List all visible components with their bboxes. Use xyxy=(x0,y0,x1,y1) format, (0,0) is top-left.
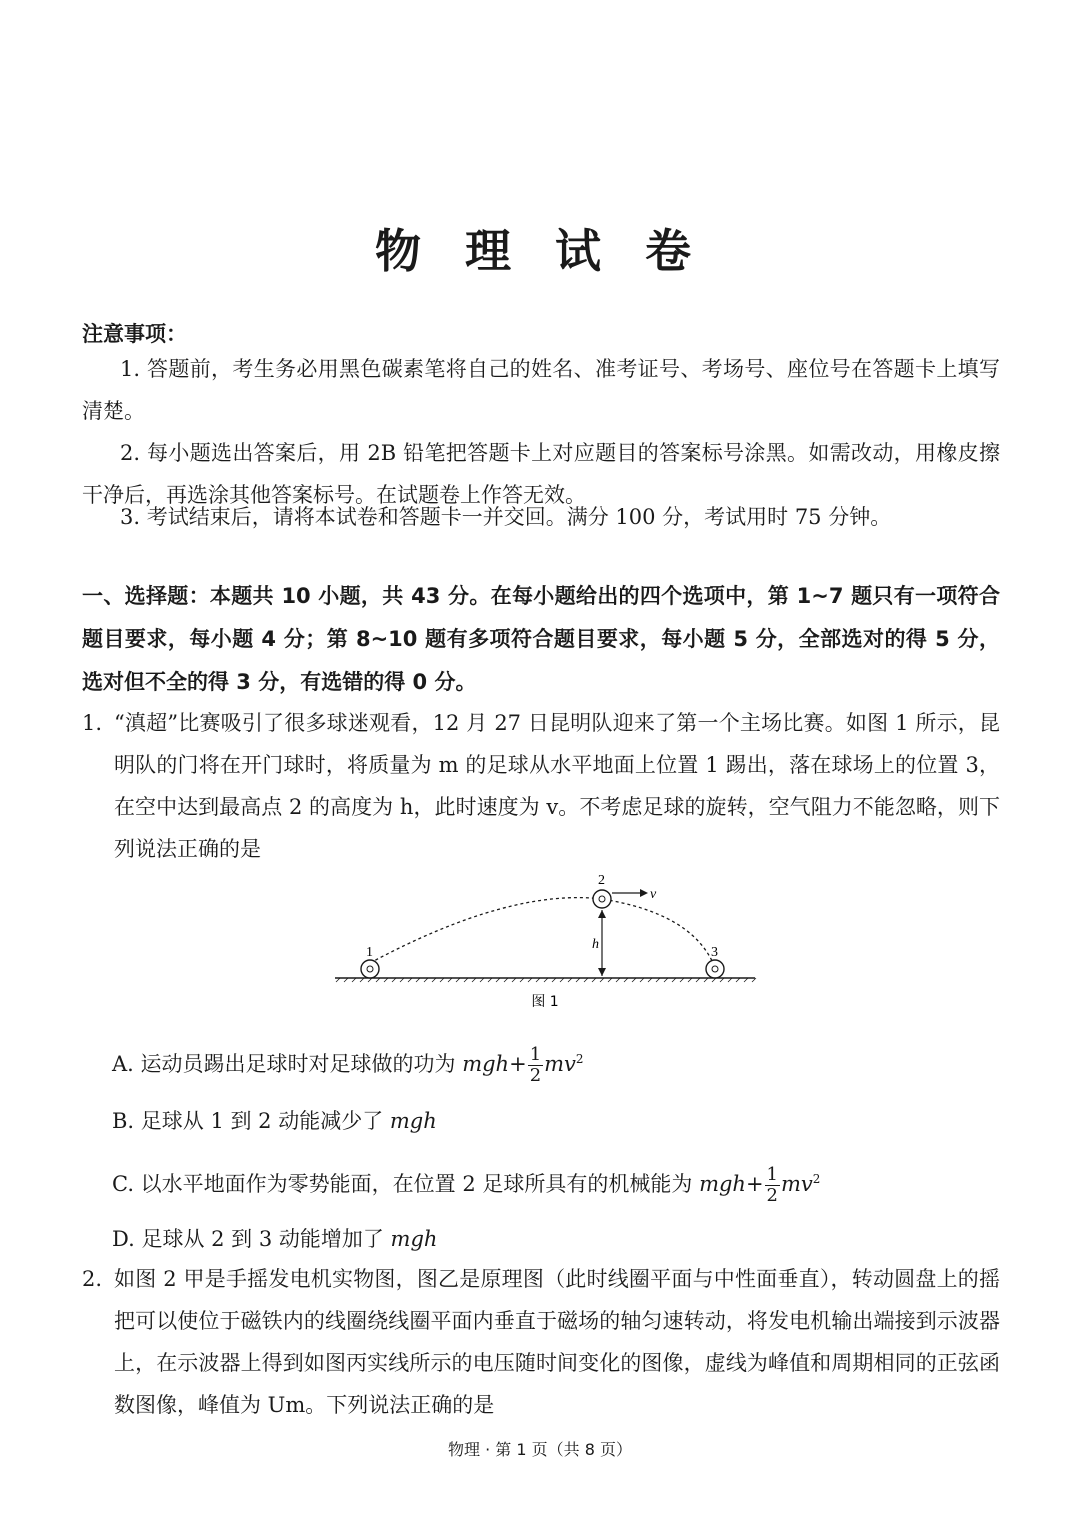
fraction xyxy=(528,1045,543,1086)
label-2: 2 xyxy=(598,873,605,888)
mv-term: mv xyxy=(781,1172,813,1196)
section-heading: 一、选择题：本题共 10 小题，共 43 分。在每小题给出的四个选项中，第 1~7 题只有一项符合题目要求，每小题 4 分；第 8~10 题有多项符合题目要求，每小题 5 分，全部选对的得 5 分，选对但不全的得 3 分，有选错的得 0 分。 xyxy=(82,584,1000,694)
notice-item-3: 3. 考试结束后，请将本试卷和答题卡一并交回。满分 100 分，考试用时 75 分钟。 xyxy=(120,505,892,529)
option-d xyxy=(112,1224,437,1254)
option-c-text: C. 以水平地面作为零势能面，在位置 2 足球所具有的机械能为 xyxy=(112,1172,700,1196)
notice-heading: 注意事项： xyxy=(82,322,187,346)
fraction-numerator: 1 xyxy=(529,1044,542,1065)
question-number: 1. xyxy=(82,711,103,735)
page-title: 物 理 试 卷 xyxy=(374,224,706,278)
option-c-expr: mgh+ xyxy=(699,1172,764,1196)
notice-item-1: 1. 答题前，考生务必用黑色碳素笔将自己的姓名、准考证号、考场号、座位号在答题卡上填写清楚。 xyxy=(82,357,1000,423)
trajectory-curve xyxy=(370,898,713,963)
label-1: 1 xyxy=(366,945,373,960)
question-text: 如图 2 甲是手摇发电机实物图，图乙是原理图（此时线圈平面与中性面垂直），转动圆盘上的摇把可以使位于磁铁内的线圈绕线圈平面内垂直于磁场的轴匀速转动，将发电机输出端接到示波器上，在示波器上得到如图丙实线所示的电压随时间变化的图像，虚线为峰值和周期相同的正弦函数图像，峰值为 Um。下列说法正确的是 xyxy=(114,1267,1000,1417)
figure-1 xyxy=(330,868,760,1022)
square-exponent: 2 xyxy=(575,1052,584,1066)
question-1 xyxy=(82,702,1000,870)
mv-term: mv xyxy=(544,1052,576,1076)
option-c xyxy=(112,1164,820,1206)
option-b-text: B. 足球从 1 到 2 动能减少了 xyxy=(112,1109,390,1133)
label-v: v xyxy=(650,887,657,902)
figure-caption: 图 1 xyxy=(531,994,559,1010)
question-2 xyxy=(82,1258,1000,1426)
fraction-numerator: 1 xyxy=(766,1164,778,1185)
fraction xyxy=(765,1165,780,1206)
page-footer: 物理 · 第 1 页（共 8 页） xyxy=(448,1440,632,1459)
fraction-denominator: 2 xyxy=(529,1065,542,1086)
question-number: 2. xyxy=(82,1267,103,1291)
option-a xyxy=(112,1044,584,1086)
ball-position-2 xyxy=(593,890,611,908)
ball-position-3 xyxy=(706,960,724,978)
notice-item-2: 2. 每小题选出答案后，用 2B 铅笔把答题卡上对应题目的答案标号涂黑。如需改动，用橡皮擦干净后，再选涂其他答案标号。在试题卷上作答无效。 xyxy=(82,441,1000,507)
option-a-expr: mgh+ xyxy=(462,1052,527,1076)
option-a-text: A. 运动员踢出足球时对足球做的功为 xyxy=(112,1052,463,1076)
label-h: h xyxy=(592,937,599,952)
question-text: “滇超”比赛吸引了很多球迷观看，12 月 27 日昆明队迎来了第一个主场比赛。如图 1 所示，昆明队的门将在开门球时，将质量为 m 的足球从水平地面上位置 1 踢出，落在球场上的位置 3，在空中达到最高点 2 的高度为 h，此时速度为 v。不考虑足球的旋转，空气阻力不能忽略，则下列说法正确的是 xyxy=(114,711,1000,861)
option-d-text: D. 足球从 2 到 3 动能增加了 xyxy=(112,1227,391,1251)
ball-position-1 xyxy=(361,960,379,978)
option-b-expr: mgh xyxy=(389,1109,437,1133)
option-d-expr: mgh xyxy=(390,1227,438,1251)
trajectory-diagram xyxy=(330,868,760,1018)
square-exponent: 2 xyxy=(812,1172,821,1186)
label-3: 3 xyxy=(711,945,718,960)
option-b xyxy=(112,1106,437,1136)
fraction-denominator: 2 xyxy=(766,1185,778,1206)
